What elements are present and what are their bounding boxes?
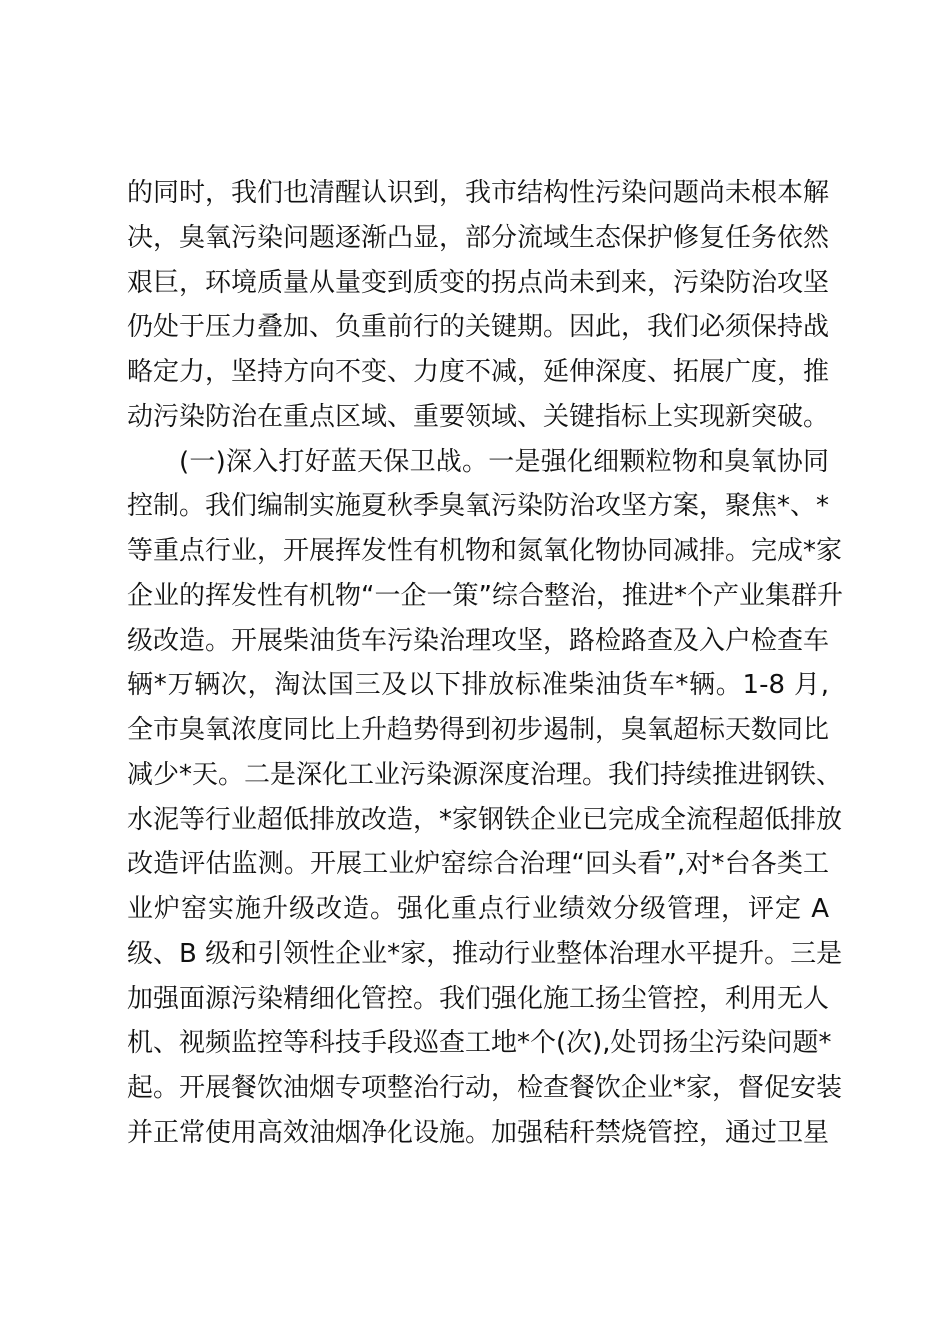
text-line: 动污染防治在重点区域、重要领域、关键指标上实现新突破。 [127,401,830,432]
text-line: 艰巨，环境质量从量变到质变的拐点尚未到来，污染防治攻坚 [127,267,830,298]
text-line: 起。开展餐饮油烟专项整治行动，检查餐饮企业*家，督促安装 [127,1073,843,1103]
text-line: 减少*天。二是深化工业污染源深度治理。我们持续推进钢铁、 [127,759,843,790]
text-line: 并正常使用高效油烟净化设施。加强秸秆禁烧管控，通过卫星 [127,1117,830,1148]
text-line: 级改造。开展柴油货车污染治理攻坚，路检路查及入户检查车 [127,625,830,656]
text-line: 辆*万辆次，淘汰国三及以下排放标准柴油货车*辆。1-8 月, [127,670,829,701]
text-line: 略定力，坚持方向不变、力度不减，延伸深度、拓展广度，推 [127,357,830,387]
text-line: 改造评估监测。开展工业炉窑综合治理“回头看”,对*台各类工 [127,849,829,880]
text-line: 水泥等行业超低排放改造，*家钢铁企业已完成全流程超低排放 [127,804,843,835]
paragraph-1 [127,171,829,440]
paragraph-2 [127,440,843,1156]
text-line: 企业的挥发性有机物“一企一策”综合整治，推进*个产业集群升 [127,580,843,611]
section-heading-line: (一)深入打好蓝天保卫战。一是强化细颗粒物和臭氧协同 [179,446,829,477]
text-line: 控制。我们编制实施夏秋季臭氧污染防治攻坚方案，聚焦*、* [127,491,830,522]
text-line: 的同时，我们也清醒认识到，我市结构性污染问题尚未根本解 [127,178,830,208]
text-line: 等重点行业，开展挥发性有机物和氮氧化物协同减排。完成*家 [127,536,843,566]
text-line: 决，臭氧污染问题逐渐凸显，部分流域生态保护修复任务依然 [127,222,830,253]
text-line: 加强面源污染精细化管控。我们强化施工扬尘管控，利用无人 [127,983,830,1014]
text-line: 全市臭氧浓度同比上升趋势得到初步遏制，臭氧超标天数同比 [127,715,830,745]
text-line: 级、B 级和引领性企业*家，推动行业整体治理水平提升。三是 [127,938,843,969]
text-line: 仍处于压力叠加、负重前行的关键期。因此，我们必须保持战 [127,312,830,343]
text-line: 机、视频监控等科技手段巡查工地*个(次),处罚扬尘污染问题* [127,1028,832,1059]
document-page [127,171,843,1156]
text-line: 业炉窑实施升级改造。强化重点行业绩效分级管理，评定 A [127,894,829,924]
